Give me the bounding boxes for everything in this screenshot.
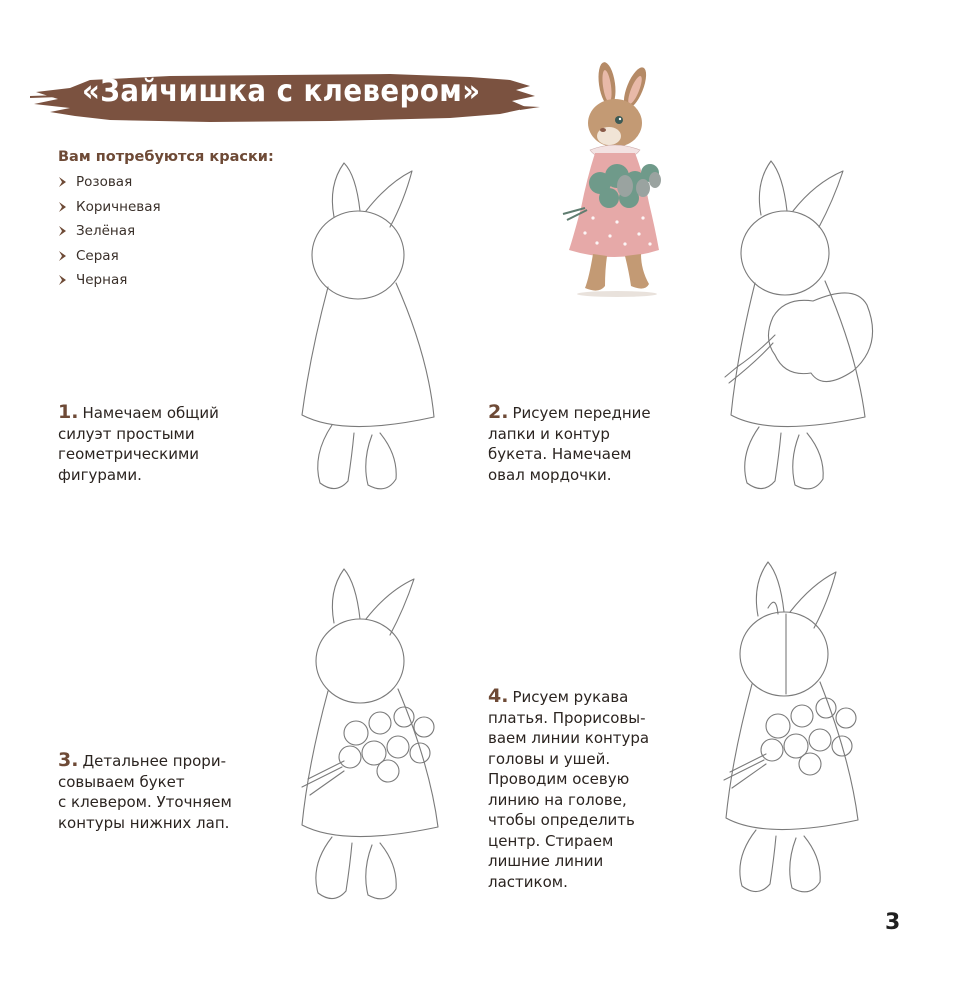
paint-item-label: Зелёная — [76, 223, 136, 240]
sketch-step-2 — [715, 155, 885, 500]
step-1-text: 1. Намечаем общий силуэт простыми геометрическими фигурами. — [58, 401, 219, 484]
chevron-right-icon — [58, 176, 68, 188]
chevron-right-icon — [58, 274, 68, 286]
chevron-right-icon — [58, 225, 68, 237]
paint-item-label: Черная — [76, 272, 128, 289]
step-number: 4. — [488, 685, 509, 707]
step-4-text: 4. Рисуем рукава платья. Прорисовы- ваем линии контура головы и ушей. Проводим осевую линию на голове, чтобы определить центр. Стираем лишние линии ластиком. — [488, 685, 650, 891]
page-title: «Зайчишка с клевером» — [82, 74, 481, 109]
sketch-step-1 — [292, 155, 437, 500]
bunny-illustration — [555, 58, 680, 298]
chevron-right-icon — [58, 201, 68, 213]
step-number: 1. — [58, 401, 79, 423]
paints-heading: Вам потребуются краски: — [58, 149, 274, 165]
step-number: 2. — [488, 401, 509, 423]
paint-item — [58, 170, 161, 195]
paint-item-label: Коричневая — [76, 198, 161, 215]
paint-item — [58, 195, 161, 220]
paint-item — [58, 244, 161, 269]
sketch-step-4 — [708, 558, 873, 903]
paint-item — [58, 219, 161, 244]
title-banner — [30, 66, 540, 130]
paint-item-label: Серая — [76, 247, 119, 264]
paint-item — [58, 268, 161, 293]
paint-item-label: Розовая — [76, 174, 133, 191]
sketch-step-3 — [288, 565, 453, 910]
step-number: 3. — [58, 749, 79, 771]
chevron-right-icon — [58, 250, 68, 262]
step-3-text: 3. Детальнее прори- совываем букет с клевером. Уточняем контуры нижних лап. — [58, 749, 232, 832]
step-2-text: 2. Рисуем передние лапки и контур букета. Намечаем овал мордочки. — [488, 401, 651, 484]
page-number: 3 — [885, 910, 901, 935]
paints-list — [58, 170, 161, 293]
